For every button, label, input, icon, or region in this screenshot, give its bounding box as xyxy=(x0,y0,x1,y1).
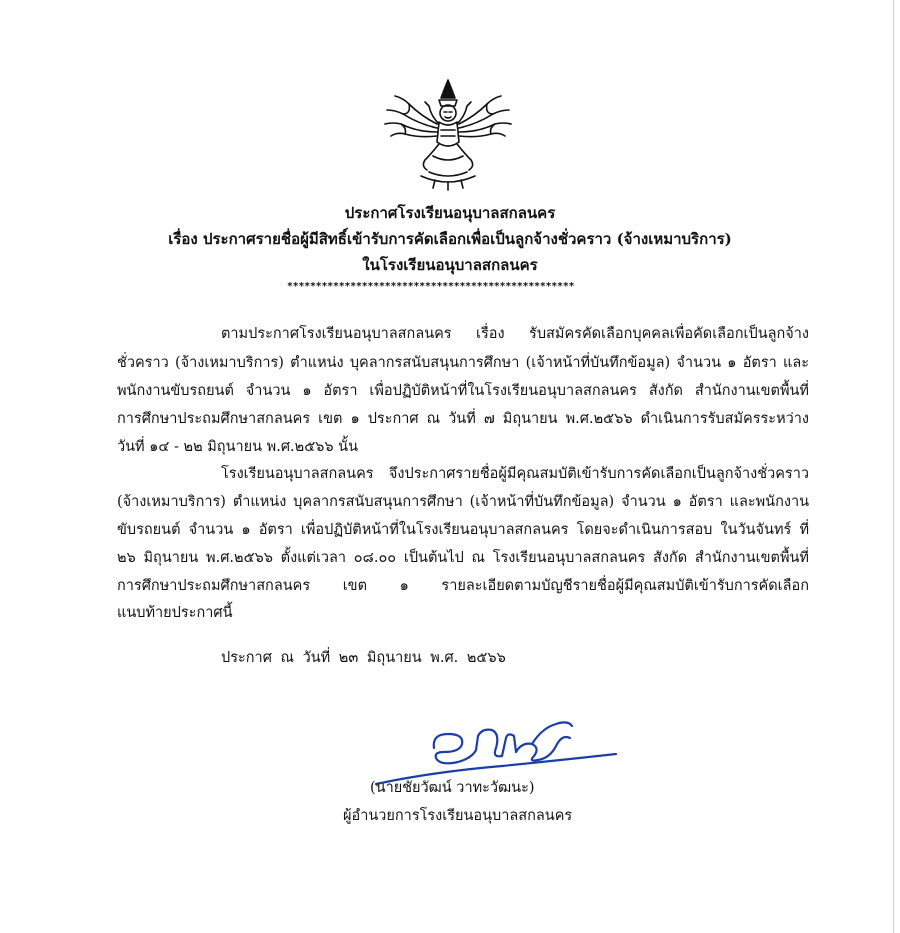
paragraph1-line2: ชั่วคราว (จ้างเหมาบริการ) ตำแหน่ง บุคลากรสนับสนุนการศึกษา (เจ้าหน้าที่บันทึกข้อมูล) จำนวน ๑ อัตรา และ xyxy=(117,355,809,371)
paragraph1-line5: วันที่ ๑๔ - ๒๒ มิถุนายน พ.ศ.๒๕๖๖ นั้น xyxy=(117,439,359,455)
paragraph2-line3: ขับรถยนต์ จำนวน ๑ อัตรา เพื่อปฏิบัติหน้าที่ในโรงเรียนอนุบาลสกลนคร โดยจะดำเนินการสอบ ในวันจันทร์ ที่ xyxy=(117,522,809,538)
announcement-subject-location: ในโรงเรียนอนุบาลสกลนคร xyxy=(362,256,538,274)
signatory-name: (นายชัยวัฒน์ วาทะวัฒนะ) xyxy=(370,780,535,796)
paragraph2-line4: ๒๖ มิถุนายน พ.ศ.๒๕๖๖ ตั้งแต่เวลา ๐๘.๐๐ เป็นต้นไป ณ โรงเรียนอนุบาลสกลนคร สังกัด สำนักงานเขตพื้นที่ xyxy=(117,550,809,566)
asterisk-separator: ************************************************** xyxy=(287,281,575,292)
paragraph1-line3: พนักงานขับรถยนต์ จำนวน ๑ อัตรา เพื่อปฏิบัติหน้าที่ในโรงเรียนอนุบาลสกลนคร สังกัด สำนักงานเขตพื้นที่ xyxy=(117,383,809,399)
page-edge-divider xyxy=(893,0,894,933)
signatory-position: ผู้อำนวยการโรงเรียนอนุบาลสกลนคร xyxy=(343,808,573,824)
announcement-subject: เรื่อง ประกาศรายชื่อผู้มีสิทธิ์เข้ารับการคัดเลือกเพื่อเป็นลูกจ้างชั่วคราว (จ้างเหมาบริการ) xyxy=(168,230,732,248)
paragraph1-line1: ตามประกาศโรงเรียนอนุบาลสกลนคร เรื่อง รับสมัครคัดเลือกบุคคลเพื่อคัดเลือกเป็นลูกจ้าง xyxy=(221,326,809,342)
announcement-title: ประกาศโรงเรียนอนุบาลสกลนคร xyxy=(344,204,556,222)
paragraph2-line2: (จ้างเหมาบริการ) ตำแหน่ง บุคลากรสนับสนุนการศึกษา (เจ้าหน้าที่บันทึกข้อมูล) จำนวน ๑ อัตรา และพนักงาน xyxy=(117,494,809,510)
paragraph2-line6: แนบท้ายประกาศนี้ xyxy=(117,605,233,621)
paragraph1-line4: การศึกษาประถมศึกษาสกลนคร เขต ๑ ประกาศ ณ วันที่ ๗ มิถุนายน พ.ศ.๒๕๖๖ ดำเนินการรับสมัครระหว่าง xyxy=(117,411,809,427)
announcement-date: ประกาศ ณ วันที่ ๒๓ มิถุนายน พ.ศ. ๒๕๖๖ xyxy=(221,650,506,666)
paragraph2-line5: การศึกษาประถมศึกษาสกลนคร เขต ๑ รายละเอียดตามบัญชีรายชื่อผู้มีคุณสมบัติเข้ารับการคัดเลือก xyxy=(117,578,809,594)
garuda-emblem-icon xyxy=(381,76,515,192)
paragraph2-line1: โรงเรียนอนุบาลสกลนคร จึงประกาศรายชื่อผู้มีคุณสมบัติเข้ารับการคัดเลือกเป็นลูกจ้างชั่วคราว xyxy=(221,466,809,482)
